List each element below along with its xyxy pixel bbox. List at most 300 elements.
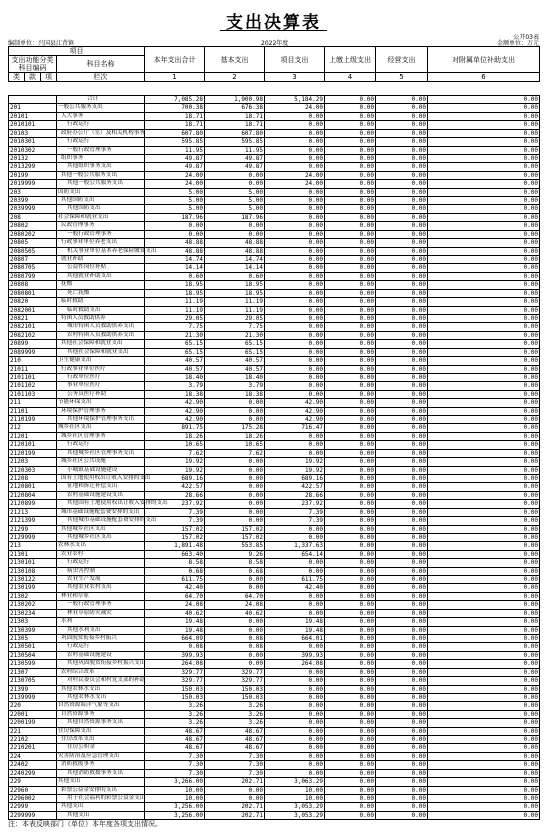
row-amount: 0.00: [428, 154, 540, 162]
row-amount: 0.00: [376, 710, 428, 718]
row-amount: 40.57: [205, 365, 265, 373]
row-amount: 18.26: [205, 432, 265, 440]
row-amount: 0.00: [376, 769, 428, 777]
table-row: [9, 331, 540, 339]
row-amount: 48.88: [145, 247, 205, 255]
row-amount: 0.00: [376, 778, 428, 786]
row-code: 220: [9, 702, 57, 710]
row-amount: 0.00: [265, 373, 325, 381]
row-amount: 0.00: [265, 163, 325, 171]
row-amount: 0.00: [325, 483, 376, 491]
row-amount: 0.00: [325, 508, 376, 516]
row-name: 住房改革支出: [57, 736, 145, 744]
row-amount: 0.00: [265, 146, 325, 154]
row-amount: 0.00: [428, 399, 540, 407]
row-amount: 0.00: [376, 559, 428, 567]
row-code: 20821: [9, 314, 57, 322]
row-code: 21302: [9, 592, 57, 600]
row-amount: 0.00: [376, 592, 428, 600]
row-amount: 0.00: [376, 449, 428, 457]
header-n5: 5: [376, 73, 428, 82]
row-amount: 0.00: [265, 685, 325, 693]
row-amount: 0.00: [325, 323, 376, 331]
row-amount: 607.80: [145, 129, 205, 137]
row-amount: 0.00: [265, 567, 325, 575]
row-name: 消防救援事务: [57, 761, 145, 769]
row-amount: 0.00: [265, 761, 325, 769]
row-amount: 0.00: [265, 382, 325, 390]
row-amount: 0.00: [265, 441, 325, 449]
row-amount: 0.00: [376, 188, 428, 196]
row-amount: 0.00: [265, 365, 325, 373]
row-code: 2240299: [9, 769, 57, 777]
row-amount: 0.00: [376, 458, 428, 466]
row-amount: 0.00: [376, 365, 428, 373]
table-row: [9, 466, 540, 474]
row-amount: 3,256.00: [145, 803, 205, 811]
row-amount: 0.00: [376, 533, 428, 541]
row-amount: 0.00: [325, 171, 376, 179]
row-amount: 0.00: [205, 416, 265, 424]
row-amount: 0.00: [428, 778, 540, 786]
row-amount: 21.30: [205, 331, 265, 339]
row-amount: 0.00: [428, 710, 540, 718]
row-amount: 19.92: [265, 458, 325, 466]
row-code: 22960: [9, 786, 57, 794]
row-amount: 0.00: [325, 340, 376, 348]
row-amount: 0.00: [325, 660, 376, 668]
row-amount: 0.00: [428, 811, 540, 819]
row-amount: 3,256.00: [145, 811, 205, 819]
row-amount: 64.70: [205, 592, 265, 600]
row-amount: 0.00: [428, 466, 540, 474]
row-amount: 7,085.28: [145, 96, 205, 104]
row-name: 机关事业单位基本养老保险缴费支出: [57, 247, 145, 255]
row-code: 2200199: [9, 719, 57, 727]
row-amount: 0.00: [205, 584, 265, 592]
row-amount: 0.00: [428, 264, 540, 272]
row-name: 农村基础设施建设支出: [57, 491, 145, 499]
row-amount: 611.75: [145, 576, 205, 584]
row-code: 21213: [9, 508, 57, 516]
row-name: 其他农林水支出: [57, 693, 145, 701]
row-amount: 0.00: [428, 491, 540, 499]
row-amount: 48.88: [205, 247, 265, 255]
row-amount: 0.00: [428, 247, 540, 255]
table-row: [9, 272, 540, 280]
row-amount: 42.90: [265, 399, 325, 407]
row-amount: 7.75: [205, 323, 265, 331]
row-amount: 0.00: [325, 618, 376, 626]
row-amount: 664.01: [265, 635, 325, 643]
row-amount: 654.14: [265, 550, 325, 558]
row-amount: 0.00: [265, 719, 325, 727]
row-amount: 7.62: [145, 449, 205, 457]
row-code: 20807: [9, 256, 57, 264]
row-name: 自然资源海洋气象等支出: [57, 702, 145, 710]
row-amount: 7.30: [145, 752, 205, 760]
row-amount: 0.00: [325, 432, 376, 440]
row-amount: 0.00: [376, 752, 428, 760]
row-amount: 0.00: [325, 373, 376, 381]
row-amount: 0.00: [376, 693, 428, 701]
row-amount: 0.00: [428, 390, 540, 398]
row-amount: 0.00: [428, 138, 540, 146]
table-row: [9, 769, 540, 777]
row-amount: 0.00: [428, 121, 540, 129]
table-row: [9, 104, 540, 112]
row-amount: 0.00: [265, 256, 325, 264]
table-row: [9, 795, 540, 803]
table-row: [9, 382, 540, 390]
row-amount: 0.00: [325, 786, 376, 794]
row-name: 其他社会保障和就业支出: [57, 348, 145, 356]
row-name: 农村特困人员救助供养支出: [57, 331, 145, 339]
row-code: 2130399: [9, 626, 57, 634]
row-amount: 0.00: [376, 96, 428, 104]
header-col-business: 经营支出: [376, 47, 428, 73]
row-code: 2010101: [9, 121, 57, 129]
table-row: [9, 525, 540, 533]
row-code: 2082102: [9, 331, 57, 339]
table-row: [9, 213, 540, 221]
row-amount: 0.00: [376, 441, 428, 449]
row-amount: 48.67: [145, 744, 205, 752]
row-amount: 0.00: [325, 407, 376, 415]
row-amount: 18.40: [205, 373, 265, 381]
table-row: [9, 736, 540, 744]
table-row: [9, 752, 540, 760]
row-amount: 42.90: [265, 416, 325, 424]
table-row: [9, 508, 540, 516]
row-amount: 0.00: [376, 348, 428, 356]
row-code: 22402: [9, 761, 57, 769]
header-kuan: 款: [25, 73, 41, 82]
row-amount: 0.00: [325, 239, 376, 247]
row-name: 一般行政管理事务: [57, 146, 145, 154]
row-name: 自然资源事务: [57, 710, 145, 718]
row-amount: 7.30: [205, 769, 265, 777]
row-amount: 0.00: [428, 795, 540, 803]
row-code: 2130199: [9, 584, 57, 592]
row-amount: 7.39: [145, 517, 205, 525]
row-amount: 0.00: [265, 744, 325, 752]
row-amount: 0.00: [325, 761, 376, 769]
row-amount: 0.00: [205, 660, 265, 668]
row-amount: 0.00: [376, 390, 428, 398]
table-row: [9, 517, 540, 525]
row-amount: 0.00: [325, 778, 376, 786]
row-amount: 28.66: [145, 491, 205, 499]
row-code: 2120303: [9, 466, 57, 474]
row-amount: 0.00: [325, 213, 376, 221]
table-row: [9, 314, 540, 322]
row-amount: 0.00: [376, 635, 428, 643]
row-amount: 40.57: [205, 357, 265, 365]
row-amount: 0.00: [428, 609, 540, 617]
row-amount: 18.38: [145, 390, 205, 398]
row-amount: 0.00: [265, 432, 325, 440]
table-row: [9, 491, 540, 499]
row-amount: 0.00: [325, 576, 376, 584]
table-row: [9, 500, 540, 508]
table-row: [9, 340, 540, 348]
row-amount: 11.19: [205, 298, 265, 306]
row-code: 2101101: [9, 373, 57, 381]
row-amount: 0.00: [265, 525, 325, 533]
row-amount: 0.00: [265, 736, 325, 744]
row-amount: 10.00: [265, 795, 325, 803]
row-amount: 0.00: [376, 761, 428, 769]
table-row: [9, 592, 540, 600]
row-amount: 0.00: [376, 643, 428, 651]
row-name: 农村综合改革: [57, 668, 145, 676]
row-amount: 237.92: [145, 500, 205, 508]
row-amount: 0.00: [428, 517, 540, 525]
row-amount: 0.00: [428, 567, 540, 575]
row-amount: 0.00: [325, 635, 376, 643]
row-code: 201: [9, 104, 57, 112]
row-name: 其他城市基础设施配套费安排的支出: [57, 517, 145, 525]
row-amount: 0.00: [205, 500, 265, 508]
row-amount: 48.88: [205, 239, 265, 247]
table-row: [9, 306, 540, 314]
row-amount: 0.00: [376, 601, 428, 609]
row-amount: 0.00: [265, 197, 325, 205]
row-name: 行政事业单位医疗: [57, 365, 145, 373]
table-row: [9, 618, 540, 626]
row-amount: 0.00: [376, 112, 428, 120]
row-code: 21201: [9, 432, 57, 440]
row-amount: 42.90: [145, 416, 205, 424]
row-code: 208: [9, 213, 57, 221]
row-name: 临时救助: [57, 298, 145, 306]
row-amount: 700.38: [145, 104, 205, 112]
table-row: [9, 483, 540, 491]
row-amount: 0.00: [428, 180, 540, 188]
row-name: 卫生健康支出: [57, 357, 145, 365]
row-code: 2101103: [9, 390, 57, 398]
row-code: 2210201: [9, 744, 57, 752]
table-row: [9, 264, 540, 272]
row-amount: 0.00: [428, 256, 540, 264]
row-amount: 0.00: [265, 643, 325, 651]
row-amount: 0.00: [325, 592, 376, 600]
table-row: [9, 239, 540, 247]
row-amount: 0.00: [376, 416, 428, 424]
row-amount: 0.00: [376, 205, 428, 213]
row-code: 2130101: [9, 559, 57, 567]
row-amount: 5.00: [205, 205, 265, 213]
row-name: 死亡抚恤: [57, 289, 145, 297]
row-amount: 0.00: [265, 129, 325, 137]
row-amount: 0.00: [376, 517, 428, 525]
row-amount: 0.00: [265, 154, 325, 162]
row-amount: 0.00: [428, 331, 540, 339]
row-code: 211: [9, 399, 57, 407]
row-amount: 0.00: [428, 407, 540, 415]
row-amount: 28.66: [265, 491, 325, 499]
row-code: 2130234: [9, 609, 57, 617]
row-amount: 0.00: [325, 542, 376, 550]
row-code: 20103: [9, 129, 57, 137]
money-unit: 金额单位：万元: [496, 40, 539, 47]
row-amount: 3,053.29: [265, 811, 325, 819]
row-amount: 157.02: [205, 533, 265, 541]
row-amount: 0.00: [205, 508, 265, 516]
table-row: [9, 744, 540, 752]
header-lei: 类: [9, 73, 25, 82]
row-amount: 0.00: [265, 702, 325, 710]
row-code: 20805: [9, 239, 57, 247]
row-amount: 18.71: [145, 121, 205, 129]
row-name: 农业农村: [57, 550, 145, 558]
row-amount: 0.00: [428, 651, 540, 659]
row-amount: 0.00: [265, 289, 325, 297]
row-amount: 0.00: [325, 517, 376, 525]
row-amount: 0.00: [428, 677, 540, 685]
row-amount: 0.00: [205, 786, 265, 794]
row-name: 城乡社区公共设施: [57, 458, 145, 466]
row-name: 其他就业补助支出: [57, 272, 145, 280]
row-code: 20399: [9, 197, 57, 205]
row-amount: 0.00: [376, 180, 428, 188]
row-code: 2120801: [9, 483, 57, 491]
table-row: [9, 323, 540, 331]
row-amount: 24.00: [145, 180, 205, 188]
header-col-upper: 上缴上级支出: [325, 47, 376, 73]
row-amount: 0.00: [376, 618, 428, 626]
row-amount: 49.87: [145, 154, 205, 162]
row-code: 212: [9, 424, 57, 432]
table-row: [9, 474, 540, 482]
header-col-subsidy: 对附属单位补助支出: [428, 47, 540, 73]
row-amount: 422.57: [265, 483, 325, 491]
row-amount: 0.00: [376, 626, 428, 634]
row-name: 林业和草原: [57, 592, 145, 600]
row-amount: 18.38: [205, 390, 265, 398]
row-name: 其他一般公共服务支出: [57, 180, 145, 188]
table-row: [9, 576, 540, 584]
title-underline: [220, 30, 327, 31]
row-name: 城市基础设施配套费安排的支出: [57, 508, 145, 516]
row-amount: 0.00: [376, 803, 428, 811]
form-number: 公开03表: [513, 34, 539, 41]
row-amount: 24.00: [145, 171, 205, 179]
row-amount: 553.85: [205, 542, 265, 550]
row-code: 20899: [9, 340, 57, 348]
row-amount: 14.74: [145, 256, 205, 264]
row-amount: 10.65: [145, 441, 205, 449]
row-amount: 0.00: [325, 609, 376, 617]
row-amount: 0.00: [265, 677, 325, 685]
row-name: 水利: [57, 618, 145, 626]
row-amount: 0.00: [428, 525, 540, 533]
row-amount: 7.30: [145, 761, 205, 769]
row-amount: 10.00: [145, 786, 205, 794]
row-name: 临时救助支出: [57, 306, 145, 314]
row-amount: 24.00: [265, 171, 325, 179]
row-amount: 202.71: [205, 803, 265, 811]
row-name: 其他支出: [57, 778, 145, 786]
row-name: 其他国防支出: [57, 205, 145, 213]
row-amount: 3.26: [145, 719, 205, 727]
row-amount: 0.00: [325, 96, 376, 104]
row-code: 21399: [9, 685, 57, 693]
row-amount: 42.40: [265, 584, 325, 592]
row-code: 20101: [9, 112, 57, 120]
row-amount: 0.00: [325, 719, 376, 727]
row-amount: 0.00: [265, 323, 325, 331]
row-amount: 0.00: [325, 752, 376, 760]
row-amount: 42.90: [145, 407, 205, 415]
header-name-label: 科目名称: [57, 56, 145, 73]
row-amount: 0.00: [205, 651, 265, 659]
row-amount: 157.02: [145, 533, 205, 541]
row-name: 其他支出: [57, 811, 145, 819]
row-amount: 3.26: [205, 702, 265, 710]
row-name: 农业生产发展: [57, 576, 145, 584]
row-code: 2139999: [9, 693, 57, 701]
header-col-total: 本年支出合计: [145, 47, 205, 73]
row-name: 其他巩固脱贫衔接乡村振兴支出: [57, 660, 145, 668]
row-amount: 0.08: [205, 643, 265, 651]
row-amount: 0.00: [428, 449, 540, 457]
row-amount: 3.79: [205, 382, 265, 390]
row-amount: 5.00: [145, 205, 205, 213]
row-amount: 0.00: [376, 272, 428, 280]
table-row: [9, 559, 540, 567]
table-row: [9, 247, 540, 255]
row-amount: 0.00: [428, 668, 540, 676]
row-name: 其他自然资源事务支出: [57, 719, 145, 727]
row-amount: 0.00: [325, 272, 376, 280]
row-amount: 0.00: [325, 104, 376, 112]
row-amount: 0.00: [325, 121, 376, 129]
row-amount: 0.00: [325, 146, 376, 154]
row-amount: 0.00: [265, 306, 325, 314]
row-amount: 0.00: [325, 702, 376, 710]
row-code: 213: [9, 542, 57, 550]
row-amount: 0.00: [376, 660, 428, 668]
table-row: [9, 635, 540, 643]
row-amount: 0.00: [428, 104, 540, 112]
row-amount: 7.39: [145, 508, 205, 516]
row-code: 2299999: [9, 811, 57, 819]
row-amount: 0.00: [376, 584, 428, 592]
table-row: [9, 298, 540, 306]
row-amount: 0.00: [428, 458, 540, 466]
row-amount: 0.00: [325, 550, 376, 558]
row-amount: 0.00: [428, 222, 540, 230]
row-amount: 49.87: [145, 163, 205, 171]
row-amount: 10.65: [205, 441, 265, 449]
row-amount: 0.00: [428, 197, 540, 205]
row-amount: 0.00: [428, 601, 540, 609]
row-code: 2296002: [9, 795, 57, 803]
row-amount: 0.00: [325, 306, 376, 314]
table-row: [9, 542, 540, 550]
row-amount: 0.00: [428, 146, 540, 154]
row-amount: 18.71: [205, 121, 265, 129]
table-row: [9, 441, 540, 449]
row-amount: 0.00: [325, 129, 376, 137]
row-amount: 0.00: [325, 188, 376, 196]
row-code: 20820: [9, 298, 57, 306]
row-amount: 0.00: [428, 803, 540, 811]
row-amount: 0.00: [376, 432, 428, 440]
row-name: 城乡社区管理事务: [57, 432, 145, 440]
